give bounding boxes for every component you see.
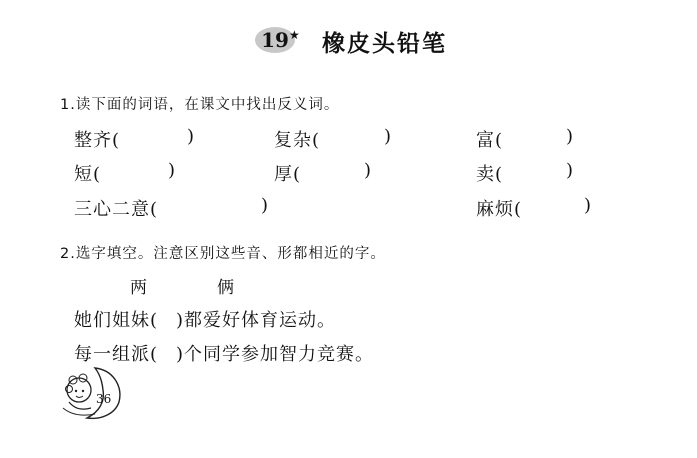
word-item: 厚( [274,164,302,185]
answer-close-paren: ) [384,126,393,147]
answer-close-paren: ) [584,195,593,216]
word-item: 复杂( [274,130,321,151]
word-text: 短 [74,164,93,185]
question-1-instruction: 1.读下面的词语，在课文中找出反义词。 [60,97,340,113]
word-text: 整齐 [74,130,112,151]
star-icon: ★ [289,28,300,42]
answer-close-paren: ) [566,126,575,147]
answer-close-paren: ) [566,160,575,181]
moon-cartoon-icon [55,362,127,422]
sentence-after: )个同学参加智力竞赛。 [176,344,375,365]
word-text: 卖 [476,164,495,185]
word-item: 卖( [476,164,504,185]
word-text: 复杂 [274,130,312,151]
page-number: 36 [96,392,112,406]
lesson-number: 19 [261,28,289,52]
option-char: 两 [130,278,147,298]
question-2-instruction: 2.选字填空。注意区别这些音、形都相近的字。 [60,246,386,262]
sentence-before: 每一组派( [74,344,159,365]
answer-close-paren: ) [168,160,177,181]
word-item: 麻烦( [476,199,523,220]
word-item: 整齐( [74,130,121,151]
word-text: 麻烦 [476,199,514,220]
word-item: 富( [476,130,504,151]
word-text: 三心二意 [74,199,150,220]
word-item: 三心二意( [74,199,159,220]
sentence-after: )都爱好体育运动。 [176,310,337,331]
word-text: 厚 [274,164,293,185]
answer-close-paren: ) [261,195,270,216]
word-item: 短( [74,164,102,185]
sentence-before: 她们姐妹( [74,310,159,331]
answer-close-paren: ) [364,160,373,181]
word-text: 富 [476,130,495,151]
answer-close-paren: ) [187,126,196,147]
fill-sentence [74,306,336,332]
option-char: 俩 [217,278,234,298]
lesson-title: 橡皮头铅笔 [322,30,447,57]
